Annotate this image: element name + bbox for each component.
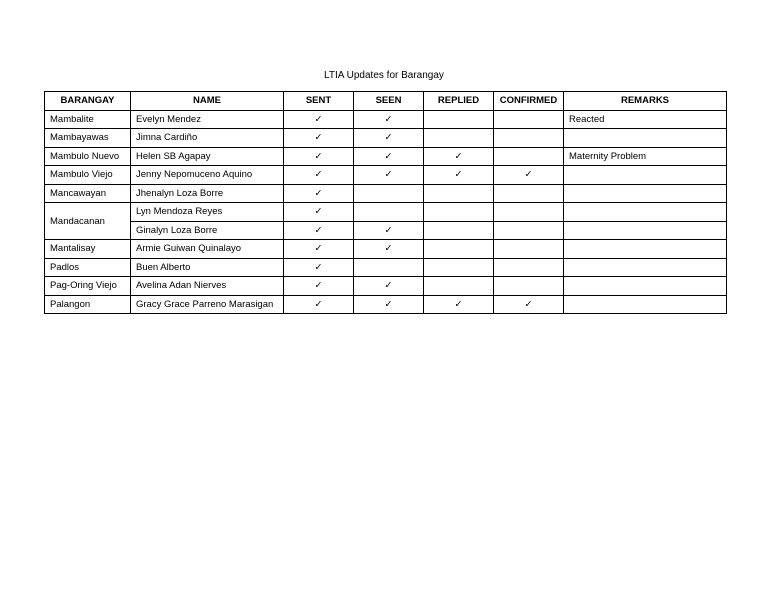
document-title: LTIA Updates for Barangay [324, 70, 444, 81]
replied-cell [424, 240, 494, 259]
checkmark-icon: ✓ [314, 298, 323, 310]
remarks-cell [564, 295, 727, 314]
checkmark-icon: ✓ [314, 113, 323, 125]
table-body [45, 110, 727, 314]
checkmark-icon: ✓ [454, 298, 463, 310]
name-cell: Ginalyn Loza Borre [131, 221, 284, 240]
replied-cell [424, 258, 494, 277]
checkmark-icon: ✓ [384, 150, 393, 162]
checkmark-icon: ✓ [524, 169, 533, 181]
sent-cell [284, 240, 354, 259]
confirmed-cell [494, 184, 564, 203]
name-cell: Gracy Grace Parreno Marasigan [131, 295, 284, 314]
name-cell: Jhenalyn Loza Borre [131, 184, 284, 203]
table-row [45, 184, 727, 203]
seen-cell [354, 240, 424, 259]
table-row [45, 166, 727, 185]
barangay-cell: Palangon [45, 295, 131, 314]
barangay-cell: Mandacanan [45, 203, 131, 240]
barangay-cell: Mambulo Viejo [45, 166, 131, 185]
confirmed-cell [494, 295, 564, 314]
sent-cell [284, 110, 354, 129]
sent-cell [284, 203, 354, 222]
table-row [45, 240, 727, 259]
seen-cell [354, 129, 424, 148]
name-cell: Armie Guiwan Quinalayo [131, 240, 284, 259]
checkmark-icon: ✓ [314, 169, 323, 181]
seen-cell [354, 295, 424, 314]
confirmed-cell [494, 147, 564, 166]
sent-cell [284, 147, 354, 166]
confirmed-cell [494, 203, 564, 222]
remarks-cell [564, 240, 727, 259]
remarks-cell [564, 129, 727, 148]
checkmark-icon: ✓ [314, 150, 323, 162]
remarks-cell: Reacted [564, 110, 727, 129]
sent-cell [284, 166, 354, 185]
name-cell: Jenny Nepomuceno Aquino [131, 166, 284, 185]
remarks-cell [564, 277, 727, 296]
sent-cell [284, 258, 354, 277]
name-cell: Buen Alberto [131, 258, 284, 277]
remarks-cell [564, 166, 727, 185]
barangay-cell: Mambulo Nuevo [45, 147, 131, 166]
sent-cell [284, 295, 354, 314]
header-row [45, 92, 727, 111]
seen-cell [354, 110, 424, 129]
seen-cell [354, 147, 424, 166]
checkmark-icon: ✓ [384, 169, 393, 181]
confirmed-cell [494, 277, 564, 296]
sent-cell [284, 129, 354, 148]
barangay-cell: Mancawayan [45, 184, 131, 203]
sent-cell [284, 221, 354, 240]
table-row [45, 129, 727, 148]
replied-cell [424, 295, 494, 314]
confirmed-cell [494, 110, 564, 129]
name-cell: Helen SB Agapay [131, 147, 284, 166]
checkmark-icon: ✓ [314, 187, 323, 199]
seen-cell [354, 184, 424, 203]
replied-cell [424, 184, 494, 203]
barangay-updates-table [44, 91, 727, 314]
remarks-cell: Maternity Problem [564, 147, 727, 166]
checkmark-icon: ✓ [314, 280, 323, 292]
confirmed-cell [494, 240, 564, 259]
checkmark-icon: ✓ [454, 169, 463, 181]
remarks-cell [564, 184, 727, 203]
seen-cell [354, 166, 424, 185]
table-row [45, 295, 727, 314]
column-header-name: NAME [131, 92, 284, 111]
seen-cell [354, 221, 424, 240]
table-row [45, 221, 727, 240]
remarks-cell [564, 203, 727, 222]
checkmark-icon: ✓ [314, 261, 323, 273]
replied-cell [424, 147, 494, 166]
replied-cell [424, 129, 494, 148]
checkmark-icon: ✓ [454, 150, 463, 162]
checkmark-icon: ✓ [384, 113, 393, 125]
name-cell: Lyn Mendoza Reyes [131, 203, 284, 222]
column-header-remarks: REMARKS [564, 92, 727, 111]
checkmark-icon: ✓ [384, 298, 393, 310]
table-row [45, 258, 727, 277]
barangay-cell: Pag-Oring Viejo [45, 277, 131, 296]
sent-cell [284, 184, 354, 203]
confirmed-cell [494, 166, 564, 185]
replied-cell [424, 277, 494, 296]
seen-cell [354, 277, 424, 296]
name-cell: Avelina Adan Nierves [131, 277, 284, 296]
checkmark-icon: ✓ [314, 206, 323, 218]
replied-cell [424, 221, 494, 240]
remarks-cell [564, 258, 727, 277]
barangay-cell: Padlos [45, 258, 131, 277]
checkmark-icon: ✓ [314, 132, 323, 144]
table-row [45, 277, 727, 296]
checkmark-icon: ✓ [524, 298, 533, 310]
column-header-barangay: BARANGAY [45, 92, 131, 111]
barangay-cell: Mambalite [45, 110, 131, 129]
checkmark-icon: ✓ [384, 224, 393, 236]
table-row [45, 110, 727, 129]
column-header-confirmed: CONFIRMED [494, 92, 564, 111]
column-header-replied: REPLIED [424, 92, 494, 111]
confirmed-cell [494, 258, 564, 277]
confirmed-cell [494, 221, 564, 240]
column-header-sent: SENT [284, 92, 354, 111]
name-cell: Evelyn Mendez [131, 110, 284, 129]
checkmark-icon: ✓ [384, 132, 393, 144]
barangay-cell: Mambayawas [45, 129, 131, 148]
remarks-cell [564, 221, 727, 240]
barangay-cell: Mantalisay [45, 240, 131, 259]
table-row [45, 203, 727, 222]
name-cell: Jimna Cardiño [131, 129, 284, 148]
replied-cell [424, 110, 494, 129]
seen-cell [354, 203, 424, 222]
table-row [45, 147, 727, 166]
sent-cell [284, 277, 354, 296]
seen-cell [354, 258, 424, 277]
confirmed-cell [494, 129, 564, 148]
replied-cell [424, 166, 494, 185]
checkmark-icon: ✓ [314, 224, 323, 236]
replied-cell [424, 203, 494, 222]
checkmark-icon: ✓ [314, 243, 323, 255]
checkmark-icon: ✓ [384, 243, 393, 255]
column-header-seen: SEEN [354, 92, 424, 111]
checkmark-icon: ✓ [384, 280, 393, 292]
